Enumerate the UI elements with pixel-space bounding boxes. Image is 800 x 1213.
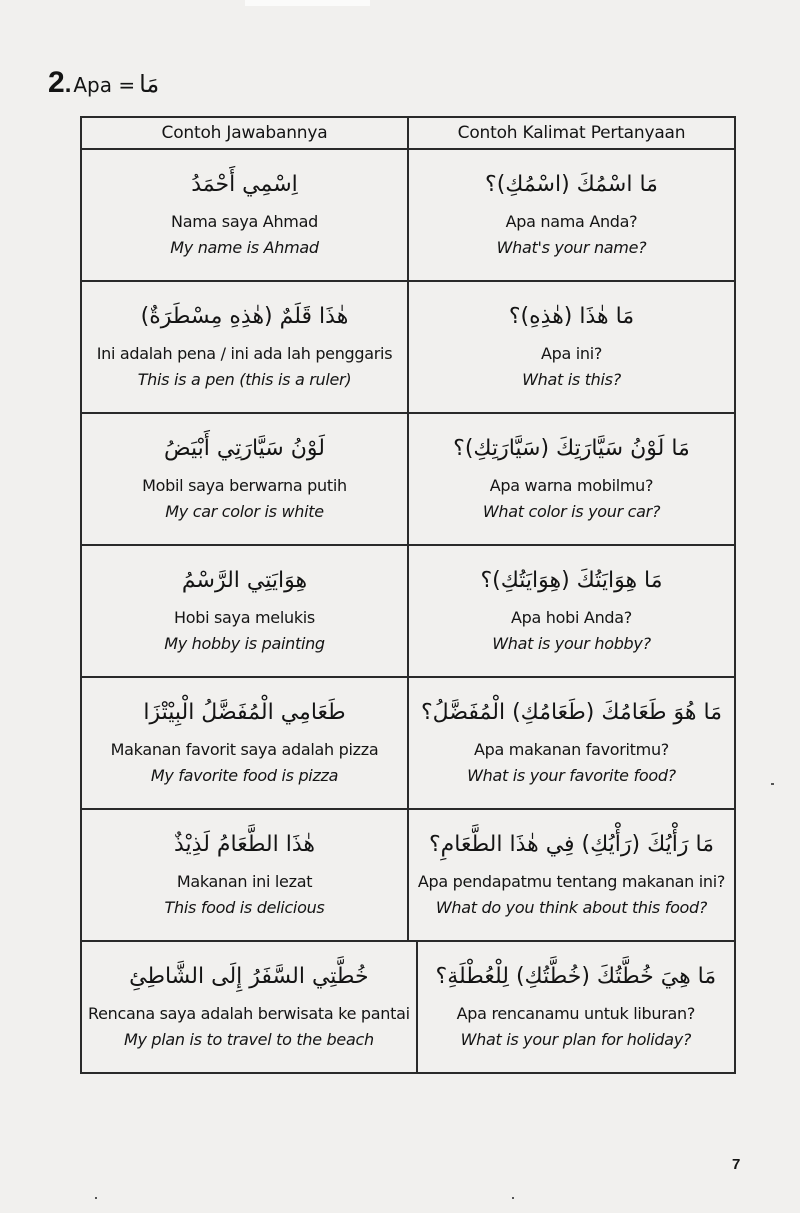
question-english: What's your name?: [496, 238, 647, 257]
answer-arabic: هٰذَا قَلَمٌ (هٰذِهِ مِسْطَرَةٌ): [140, 304, 349, 329]
answer-english: This is a pen (this is a ruler): [137, 370, 352, 389]
scan-speck: [512, 1197, 514, 1199]
question-cell: [409, 414, 734, 544]
question-indonesian: Apa makanan favoritmu?: [474, 740, 669, 759]
table-header-row: [82, 118, 734, 150]
answer-english: My plan is to travel to the beach: [123, 1030, 374, 1049]
scan-speck: [771, 783, 774, 785]
question-arabic: مَا لَوْنُ سَيَّارَتِكَ (سَيَّارَتِكِ)؟: [453, 436, 690, 461]
answer-indonesian: Makanan ini lezat: [176, 872, 313, 891]
answer-english: My favorite food is pizza: [150, 766, 339, 785]
question-cell: [409, 546, 734, 676]
question-english: What is your favorite food?: [467, 766, 676, 785]
question-indonesian: Apa hobi Anda?: [511, 608, 632, 627]
question-cell: [409, 810, 734, 940]
question-cell: [409, 150, 734, 280]
question-cell: [409, 282, 734, 412]
table-row: [82, 150, 734, 282]
section-dot: .: [64, 71, 72, 98]
section-heading: [48, 66, 159, 106]
answer-indonesian: Mobil saya berwarna putih: [142, 476, 347, 495]
answer-arabic: اِسْمِي أَحْمَدُ: [191, 172, 298, 197]
answer-indonesian: Hobi saya melukis: [174, 608, 315, 627]
qa-table: [80, 116, 736, 1074]
answer-english: My name is Ahmad: [170, 238, 319, 257]
answer-english: This food is delicious: [164, 898, 325, 917]
section-number: 2: [48, 66, 65, 99]
answer-indonesian: Ini adalah pena / ini ada lah penggaris: [96, 344, 393, 363]
answer-indonesian: Rencana saya adalah berwisata ke pantai: [88, 1004, 410, 1023]
answer-english: My hobby is painting: [164, 634, 325, 653]
answer-indonesian: Makanan favorit saya adalah pizza: [110, 740, 379, 759]
table-row: [82, 678, 734, 810]
table-row: [82, 546, 734, 678]
answer-cell: [82, 282, 409, 412]
answer-column-header: Contoh Jawabannya: [82, 118, 409, 148]
question-indonesian: Apa rencanamu untuk liburan?: [456, 1004, 696, 1023]
answer-cell: [82, 678, 409, 808]
question-indonesian: Apa warna mobilmu?: [489, 476, 654, 495]
question-english: What do you think about this food?: [435, 898, 708, 917]
scan-speck: [95, 1197, 97, 1199]
question-arabic: مَا رَأْيُكَ (رَأْيُكِ) فِي هٰذَا الطَّعَامِ؟: [428, 832, 714, 857]
answer-cell: [82, 810, 409, 940]
table-row: [82, 942, 734, 1072]
question-arabic: مَا هِيَ خُطَّتُكَ (خُطَّتُكِ) لِلْعُطْلَةِ؟: [435, 964, 717, 989]
question-column-header: Contoh Kalimat Pertanyaan: [457, 123, 686, 143]
question-arabic: مَا اسْمُكَ (اسْمُكِ)؟: [485, 172, 658, 197]
table-row: [82, 414, 734, 546]
answer-english: My car color is white: [165, 502, 324, 521]
question-arabic: مَا هِوَايَتُكَ (هِوَايَتُكِ)؟: [480, 568, 663, 593]
question-arabic: مَا هُوَ طَعَامُكَ (طَعَامُكِ) الْمُفَضَّلُ؟: [421, 700, 722, 725]
question-english: What color is your car?: [482, 502, 661, 521]
section-arabic-word: مَا: [139, 70, 160, 98]
answer-arabic: هٰذَا الطَّعَامُ لَذِيْذٌ: [174, 832, 315, 857]
page-number: 7: [732, 1156, 741, 1173]
answer-arabic: هِوَايَتِي الرَّسْمُ: [181, 568, 308, 593]
answer-cell: [82, 546, 409, 676]
question-indonesian: Apa ini?: [540, 344, 603, 363]
question-english: What is this?: [522, 370, 621, 389]
top-page-strip: [245, 0, 370, 6]
question-indonesian: Apa nama Anda?: [505, 212, 638, 231]
question-cell: [418, 942, 734, 1072]
question-cell: [409, 678, 734, 808]
question-indonesian: Apa pendapatmu tentang makanan ini?: [417, 872, 726, 891]
answer-cell: [82, 942, 418, 1072]
answer-cell: [82, 414, 409, 544]
table-row: [82, 810, 734, 942]
question-english: What is your plan for holiday?: [460, 1030, 692, 1049]
answer-arabic: لَوْنُ سَيَّارَتِي أَبْيَضُ: [164, 436, 325, 461]
question-arabic: مَا هٰذَا (هٰذِهِ)؟: [508, 304, 635, 329]
answer-arabic: طَعَامِي الْمُفَضَّلُ الْبِيْتْزَا: [143, 700, 346, 725]
section-label: Apa =: [73, 73, 136, 97]
answer-cell: [82, 150, 409, 280]
answer-arabic: خُطَّتِي السَّفَرُ إِلَى الشَّاطِئِ: [129, 964, 369, 989]
question-english: What is your hobby?: [492, 634, 651, 653]
answer-indonesian: Nama saya Ahmad: [171, 212, 318, 231]
table-row: [82, 282, 734, 414]
